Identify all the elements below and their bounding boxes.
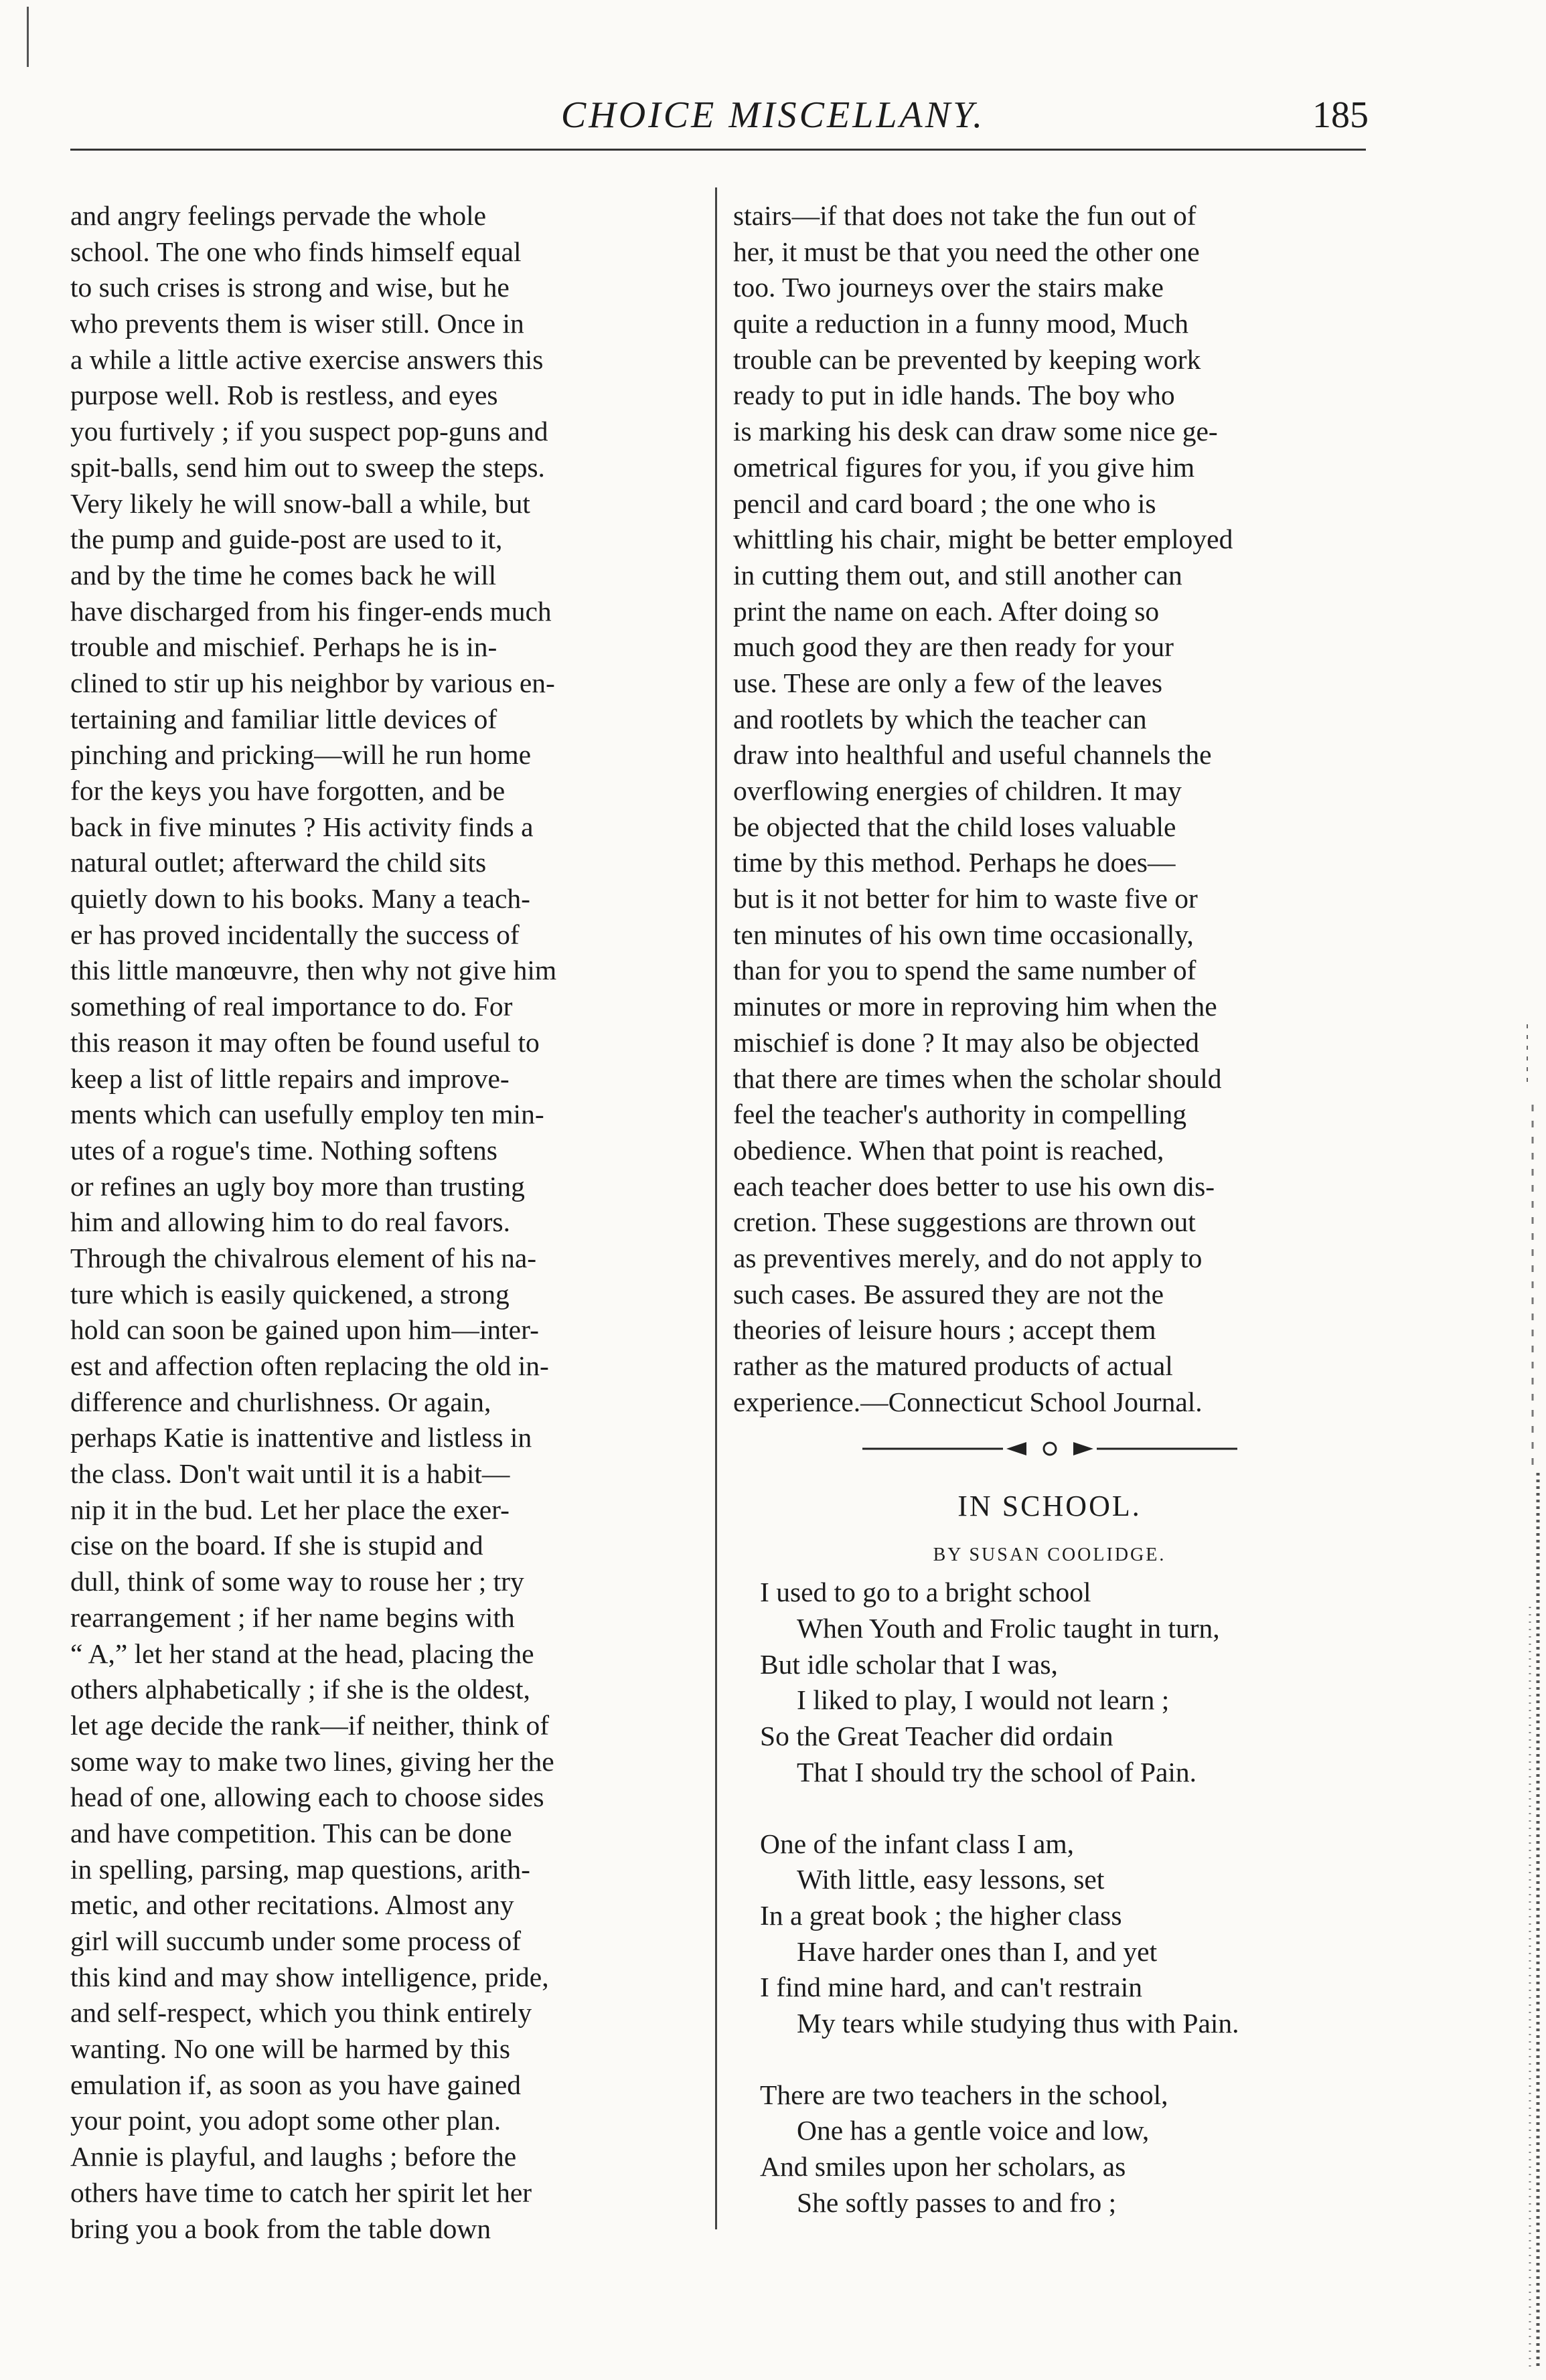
right-column-line: and rootlets by which the teacher can <box>733 703 1147 734</box>
left-column-line: Annie is playful, and laughs ; before the <box>70 2141 517 2172</box>
poem-title: IN SCHOOL. <box>957 1490 1142 1523</box>
left-column-line: wanting. No one will be harmed by this <box>70 2033 510 2065</box>
right-column-line: draw into healthful and useful channels the <box>733 739 1212 771</box>
left-column-line: spit-balls, send him out to sweep the steps. <box>70 451 545 483</box>
left-column-line: have discharged from his finger-ends much <box>70 595 552 627</box>
left-column-line: est and affection often replacing the old in- <box>70 1350 549 1381</box>
poem-stanza <box>760 2077 1366 2221</box>
right-column-line: ready to put in idle hands. The boy who <box>733 380 1175 411</box>
left-column-line: difference and churlishness. Or again, <box>70 1386 491 1417</box>
right-column-line: stairs—if that does not take the fun out of <box>733 200 1196 231</box>
poem-verse-line: When Youth and Frolic taught in turn, <box>797 1613 1220 1644</box>
right-column-line: obedience. When that point is reached, <box>733 1134 1164 1166</box>
left-column-line: perhaps Katie is inattentive and listless in <box>70 1422 532 1453</box>
left-column-line: the pump and guide-post are used to it, <box>70 524 503 555</box>
margin-mark <box>27 7 29 67</box>
poem-body <box>733 1575 1366 2221</box>
left-column-line: back in five minutes ? His activity finds a <box>70 811 534 842</box>
left-column-line: a while a little active exercise answers this <box>70 343 544 375</box>
left-column-line: this kind and may show intelligence, pride, <box>70 1961 549 1992</box>
right-column-line: rather as the matured products of actual <box>733 1350 1173 1381</box>
running-title: CHOICE MISCELLANY. <box>560 94 986 136</box>
left-column-line: some way to make two lines, giving her the <box>70 1745 554 1777</box>
page-number: 185 <box>1312 94 1369 136</box>
left-column-line: er has proved incidentally the success of <box>70 919 520 950</box>
left-column-line: for the keys you have forgotten, and be <box>70 775 506 806</box>
right-column-line: experience.—Connecticut School Journal. <box>733 1386 1203 1417</box>
left-column-line: utes of a rogue's time. Nothing softens <box>70 1134 497 1166</box>
left-column-line: him and allowing him to do real favors. <box>70 1206 510 1238</box>
right-column-line: too. Two journeys over the stairs make <box>733 272 1164 303</box>
poem-stanza <box>760 1575 1366 1790</box>
poem-verse-line: One of the infant class I am, <box>760 1828 1075 1859</box>
right-column-line: that there are times when the scholar should <box>733 1062 1222 1094</box>
right-column-prose <box>733 198 1366 1420</box>
left-column-line: this little manœuvre, then why not give him <box>70 955 557 986</box>
poem-verse-line: With little, easy lessons, set <box>797 1864 1105 1895</box>
right-column-line: ten minutes of his own time occasionally, <box>733 919 1194 950</box>
poem-verse-line: And smiles upon her scholars, as <box>760 2151 1126 2182</box>
left-column-line: keep a list of little repairs and improve- <box>70 1062 510 1094</box>
left-column-line: others have time to catch her spirit let her <box>70 2176 532 2208</box>
poem-verse-line: There are two teachers in the school, <box>760 2079 1168 2110</box>
left-column-line: Very likely he will snow-ball a while, but <box>70 487 530 519</box>
left-column-line: ments which can usefully employ ten min- <box>70 1099 544 1130</box>
left-column-line: “ A,” let her stand at the head, placing the <box>70 1638 534 1669</box>
left-column-line: to such crises is strong and wise, but he <box>70 272 510 303</box>
left-column-line: ture which is easily quickened, a strong <box>70 1278 510 1310</box>
left-column-line: and have competition. This can be done <box>70 1817 512 1848</box>
left-column-line: emulation if, as soon as you have gained <box>70 2069 522 2100</box>
left-column-line: and angry feelings pervade the whole <box>70 200 487 231</box>
right-column-line: ometrical figures for you, if you give him <box>733 451 1195 483</box>
page-header <box>0 94 1546 147</box>
left-column-line: and self-respect, which you think entirely <box>70 1997 532 2029</box>
left-column-line: others alphabetically ; if she is the oldest, <box>70 1674 530 1705</box>
scan-edge-marks <box>1519 1004 1546 2377</box>
poem-verse-line: I used to go to a bright school <box>760 1577 1091 1608</box>
right-column-line: print the name on each. After doing so <box>733 595 1160 627</box>
left-column-line: clined to stir up his neighbor by various en- <box>70 667 555 698</box>
right-column-line: such cases. Be assured they are not the <box>733 1278 1164 1310</box>
left-column-line: this reason it may often be found useful to <box>70 1026 540 1058</box>
right-column-line: her, it must be that you need the other one <box>733 236 1200 267</box>
left-column-line: cise on the board. If she is stupid and <box>70 1530 483 1561</box>
right-column-line: whittling his chair, might be better employed <box>733 524 1233 555</box>
poem-verse-line: That I should try the school of Pain. <box>797 1756 1197 1788</box>
header-rule <box>70 149 1366 151</box>
left-column-line: and by the time he comes back he will <box>70 559 497 590</box>
left-column-line: rearrangement ; if her name begins with <box>70 1601 515 1633</box>
left-column-line: pinching and pricking—will he run home <box>70 739 532 771</box>
poem-verse-line: My tears while studying thus with Pain. <box>797 2007 1239 2039</box>
left-column-line: who prevents them is wiser still. Once in <box>70 308 524 339</box>
right-column-line: time by this method. Perhaps he does— <box>733 847 1176 878</box>
right-column-line: is marking his desk can draw some nice ge- <box>733 416 1218 447</box>
left-column-line: tertaining and familiar little devices of <box>70 703 497 734</box>
right-column-line: use. These are only a few of the leaves <box>733 667 1163 698</box>
left-column-line: hold can soon be gained upon him—inter- <box>70 1314 539 1346</box>
left-column-line: the class. Don't wait until it is a habit— <box>70 1458 510 1490</box>
poem-stanza <box>760 1826 1366 2042</box>
right-column-line: as preventives merely, and do not apply to <box>733 1242 1203 1273</box>
left-column-line: head of one, allowing each to choose sides <box>70 1781 544 1813</box>
right-column-line: feel the teacher's authority in compelling <box>733 1099 1186 1130</box>
poem-verse-line: So the Great Teacher did ordain <box>760 1721 1113 1752</box>
left-column-line: dull, think of some way to rouse her ; try <box>70 1566 524 1597</box>
right-column-line: cretion. These suggestions are thrown out <box>733 1206 1196 1238</box>
section-ornament <box>733 1420 1366 1477</box>
right-column-line: much good they are then ready for your <box>733 631 1174 663</box>
poem-verse-line: She softly passes to and fro ; <box>797 2187 1117 2218</box>
right-column-line: in cutting them out, and still another can <box>733 559 1182 590</box>
left-column-line: natural outlet; afterward the child sits <box>70 847 487 878</box>
right-column-line: theories of leisure hours ; accept them <box>733 1314 1156 1346</box>
left-column-line: Through the chivalrous element of his na- <box>70 1242 537 1273</box>
left-column-line: your point, you adopt some other plan. <box>70 2105 501 2136</box>
left-column-line: you furtively ; if you suspect pop-guns and <box>70 416 548 447</box>
right-column-line: minutes or more in reproving him when the <box>733 991 1217 1022</box>
left-column-line: trouble and mischief. Perhaps he is in- <box>70 631 497 663</box>
left-column-line: bring you a book from the table down <box>70 2213 491 2244</box>
column-rule <box>715 187 717 2229</box>
right-column-line: each teacher does better to use his own dis- <box>733 1170 1215 1202</box>
right-column-line: overflowing energies of children. It may <box>733 775 1182 806</box>
poem-verse-line: I liked to play, I would not learn ; <box>797 1684 1170 1716</box>
left-column-line: school. The one who finds himself equal <box>70 236 522 267</box>
left-column-line: quietly down to his books. Many a teach- <box>70 883 530 915</box>
poem-byline: BY SUSAN COOLIDGE. <box>933 1544 1166 1566</box>
right-column-line: trouble can be prevented by keeping work <box>733 343 1201 375</box>
poem-verse-line: I find mine hard, and can't restrain <box>760 1972 1142 2003</box>
poem-verse-line: But idle scholar that I was, <box>760 1648 1058 1680</box>
left-column-line: nip it in the bud. Let her place the exer- <box>70 1494 510 1525</box>
right-column-line: quite a reduction in a funny mood, Much <box>733 308 1188 339</box>
poem-verse-line: Have harder ones than I, and yet <box>797 1935 1158 1967</box>
right-column-line: mischief is done ? It may also be objected <box>733 1026 1200 1058</box>
right-column-line: be objected that the child loses valuable <box>733 811 1176 842</box>
right-column-line: than for you to spend the same number of <box>733 955 1196 986</box>
right-column-line: but is it not better for him to waste five or <box>733 883 1198 915</box>
left-column-line: in spelling, parsing, map questions, arith- <box>70 1853 530 1885</box>
left-column-line: something of real importance to do. For <box>70 991 513 1022</box>
left-column-line: metic, and other recitations. Almost any <box>70 1889 514 1921</box>
left-column-line: or refines an ugly boy more than trusting <box>70 1170 525 1202</box>
left-column-line: purpose well. Rob is restless, and eyes <box>70 380 498 411</box>
right-column <box>733 198 1366 2221</box>
ornament-divider-icon <box>849 1439 1251 1459</box>
poem-verse-line: One has a gentle voice and low, <box>797 2115 1150 2146</box>
right-column-line: pencil and card board ; the one who is <box>733 487 1156 519</box>
poem-verse-line: In a great book ; the higher class <box>760 1899 1122 1931</box>
left-column-line: let age decide the rank—if neither, think of <box>70 1709 550 1741</box>
left-column-line: girl will succumb under some process of <box>70 1925 522 1956</box>
left-column <box>70 198 703 2247</box>
